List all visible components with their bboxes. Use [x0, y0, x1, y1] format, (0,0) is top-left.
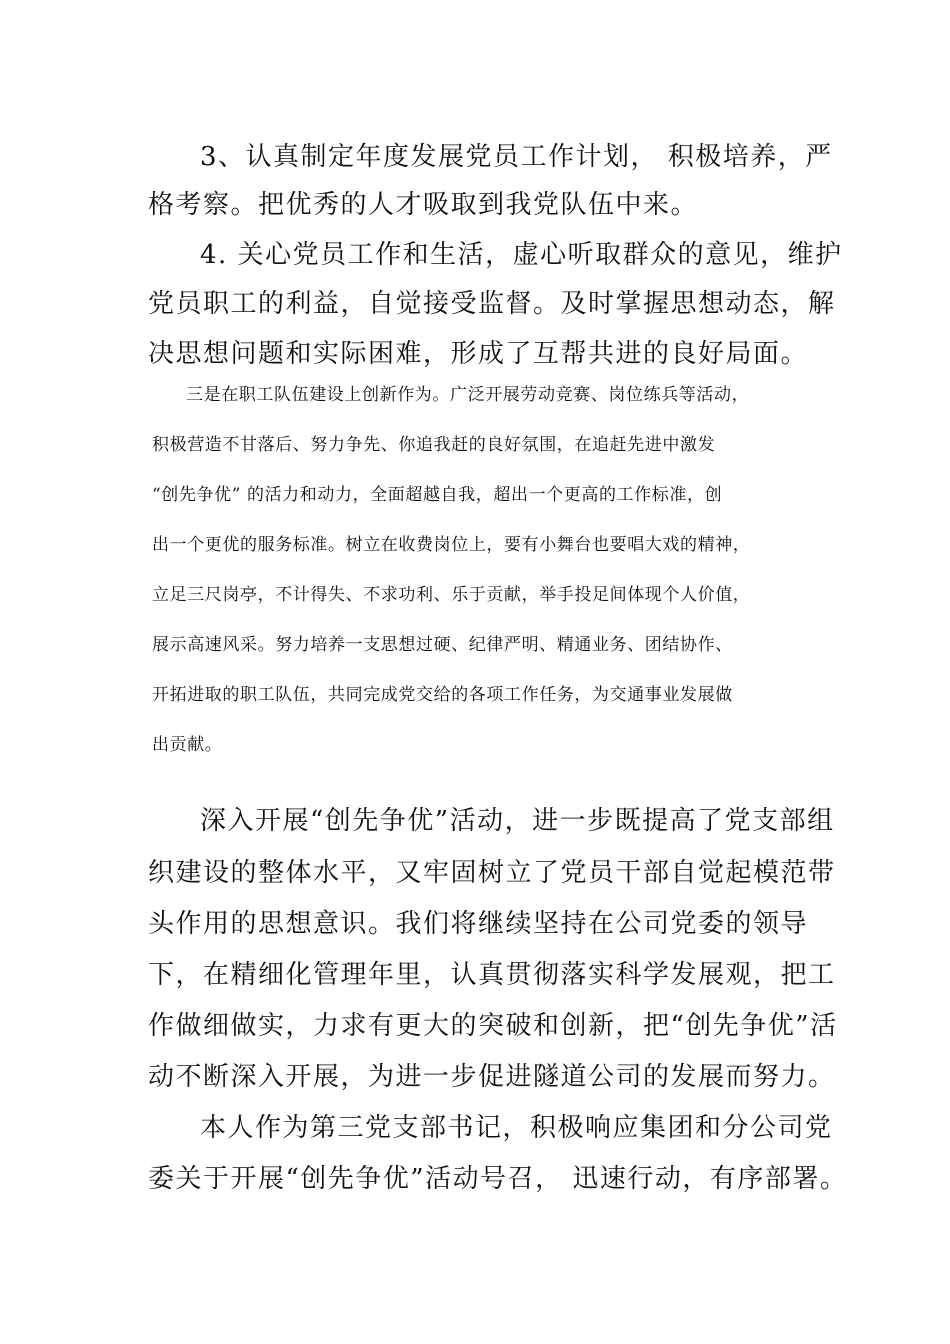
text-line: 3、认真制定年度发展党员工作计划， 积极培养，严 [200, 142, 833, 172]
text-line: 立足三尺岗亭，不计得失、不求功利、乐于贡献，举手投足间体现个人价值， [152, 585, 751, 605]
text-line: 出一个更优的服务标准。树立在收费岗位上，要有小舞台也要唱大戏的精神， [152, 535, 751, 555]
text-line: 积极营造不甘落后、努力争先、你追我赶的良好氛围，在追赶先进中激发 [152, 435, 716, 455]
text-line: 织建设的整体水平，又牢固树立了党员干部自觉起模范带 [148, 858, 836, 888]
text-line: 动不断深入开展，为进一步促进隧道公司的发展而努力。 [148, 1062, 836, 1092]
text-line: 本人作为第三党支部书记，积极响应集团和分公司党 [200, 1113, 833, 1143]
text-line: 党员职工的利益，自觉接受监督。及时掌握思想动态，解 [148, 289, 836, 319]
text-line: 出贡献。 [152, 735, 223, 755]
text-line: “创先争优” 的活力和动力，全面超越自我，超出一个更高的工作标准，创 [152, 485, 723, 505]
text-line: 决思想问题和实际困难，形成了互帮共进的良好局面。 [148, 339, 809, 369]
text-line: 展示高速风采。努力培养一支思想过硬、纪律严明、精通业务、团结协作、 [152, 635, 733, 655]
text-line: 三是在职工队伍建设上创新作为。广泛开展劳动竞赛、岗位练兵等活动， [186, 385, 750, 405]
text-line: 深入开展“创先争优”活动，进一步既提高了党支部组 [200, 806, 835, 836]
text-line: 4. 关心党员工作和生活，虚心听取群众的意见，维护 [200, 240, 843, 270]
text-line: 格考察。把优秀的人才吸取到我党队伍中来。 [148, 190, 699, 220]
text-line: 下，在精细化管理年里，认真贯彻落实科学发展观，把工 [148, 960, 836, 990]
text-line: 委关于开展“创先争优”活动号召， 迅速行动，有序部署。 [148, 1164, 848, 1194]
text-line: 开拓进取的职工队伍，共同完成党交给的各项工作任务，为交通事业发展做 [152, 685, 733, 705]
text-line: 作做细做实，力求有更大的突破和创新，把“创先争优”活 [148, 1011, 838, 1041]
text-line: 头作用的思想意识。我们将继续坚持在公司党委的领导 [148, 909, 809, 939]
